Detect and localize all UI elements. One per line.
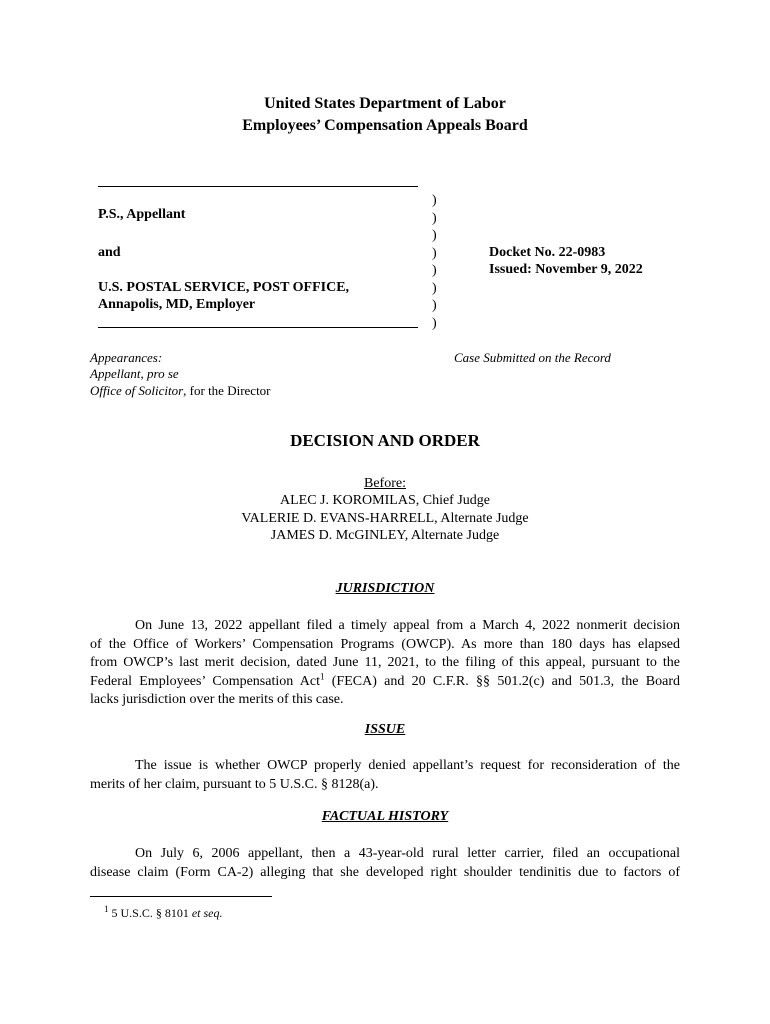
agency-name: United States Department of Labor xyxy=(264,95,506,112)
issue-line-2: merits of her claim, pursuant to 5 U.S.C. § 8128(a). xyxy=(90,776,379,792)
factual-history-heading: FACTUAL HISTORY xyxy=(321,809,449,824)
feca-citation: (FECA) and 20 C.F.R. §§ 501.2(c) and 501.3, the Board xyxy=(324,673,681,689)
factual-history-paragraph xyxy=(90,845,680,882)
jurisdiction-line-1: On June 13, 2022 appellant filed a timely appeal from a March 4, 2022 nonmerit decision xyxy=(135,618,680,633)
board-name: Employees’ Compensation Appeals Board xyxy=(242,117,528,134)
issue-line-1: The issue is whether OWCP properly denied appellant’s request for reconsideration of the xyxy=(135,758,680,773)
jurisdiction-line-2: of the Office of Workers’ Compensation Programs (OWCP). As more than 180 days has elapsed xyxy=(90,636,680,652)
jurisdiction-line-4 xyxy=(90,670,681,692)
footnote-1 xyxy=(104,906,223,921)
footnote-et-seq: et seq. xyxy=(191,906,223,920)
before-label: Before: xyxy=(364,476,406,491)
judge-2: VALERIE D. EVANS-HARRELL, Alternate Judge xyxy=(241,511,529,526)
employer-line-2: Annapolis, MD, Employer xyxy=(98,297,256,312)
jurisdiction-paragraph xyxy=(90,617,680,710)
footnote-mark: 1 xyxy=(104,904,109,914)
jurisdiction-heading: JURISDICTION xyxy=(335,581,435,596)
judge-1: ALEC J. KOROMILAS, Chief Judge xyxy=(280,493,490,508)
appearances-label: Appearances: xyxy=(90,350,163,365)
footnote-citation: 5 U.S.C. § 8101 xyxy=(108,906,192,920)
caption-bottom-rule xyxy=(98,327,418,328)
factual-history-line-1: On July 6, 2006 appellant, then a 43-year-old rural letter carrier, filed an occupational xyxy=(135,846,680,861)
solicitor-appearance xyxy=(90,383,271,399)
caption-parentheses: ) ) ) ) ) ) ) ) xyxy=(432,193,437,331)
caption-and: and xyxy=(98,245,121,260)
solicitor-role: , for the Director xyxy=(183,383,271,398)
appellant-appearance: Appellant, pro se xyxy=(90,366,179,381)
decision-title: DECISION AND ORDER xyxy=(290,431,480,450)
footnote-rule xyxy=(90,896,272,897)
issue-heading: ISSUE xyxy=(364,722,406,737)
footnote-reference: 1 xyxy=(319,670,325,681)
appellant-name: P.S., Appellant xyxy=(98,207,186,222)
solicitor-office: Office of Solicitor xyxy=(90,383,184,398)
jurisdiction-line-5: lacks jurisdiction over the merits of this case. xyxy=(90,692,344,707)
jurisdiction-line-3: from OWCP’s last merit decision, dated June 11, 2021, to the filing of this appeal, pursuant to the xyxy=(90,655,680,670)
factual-history-line-2: disease claim (Form CA-2) alleging that she developed right shoulder tendinitis due to factors of xyxy=(90,864,680,880)
feca-name: Federal Employees’ Compensation Act xyxy=(90,673,320,689)
issue-paragraph xyxy=(90,757,680,794)
issued-date: Issued: November 9, 2022 xyxy=(489,262,643,277)
employer-line-1: U.S. POSTAL SERVICE, POST OFFICE, xyxy=(98,280,350,295)
caption-top-rule xyxy=(98,186,418,187)
judge-3: JAMES D. McGINLEY, Alternate Judge xyxy=(270,528,500,543)
docket-number: Docket No. 22-0983 xyxy=(489,245,606,260)
case-submitted: Case Submitted on the Record xyxy=(454,350,611,365)
